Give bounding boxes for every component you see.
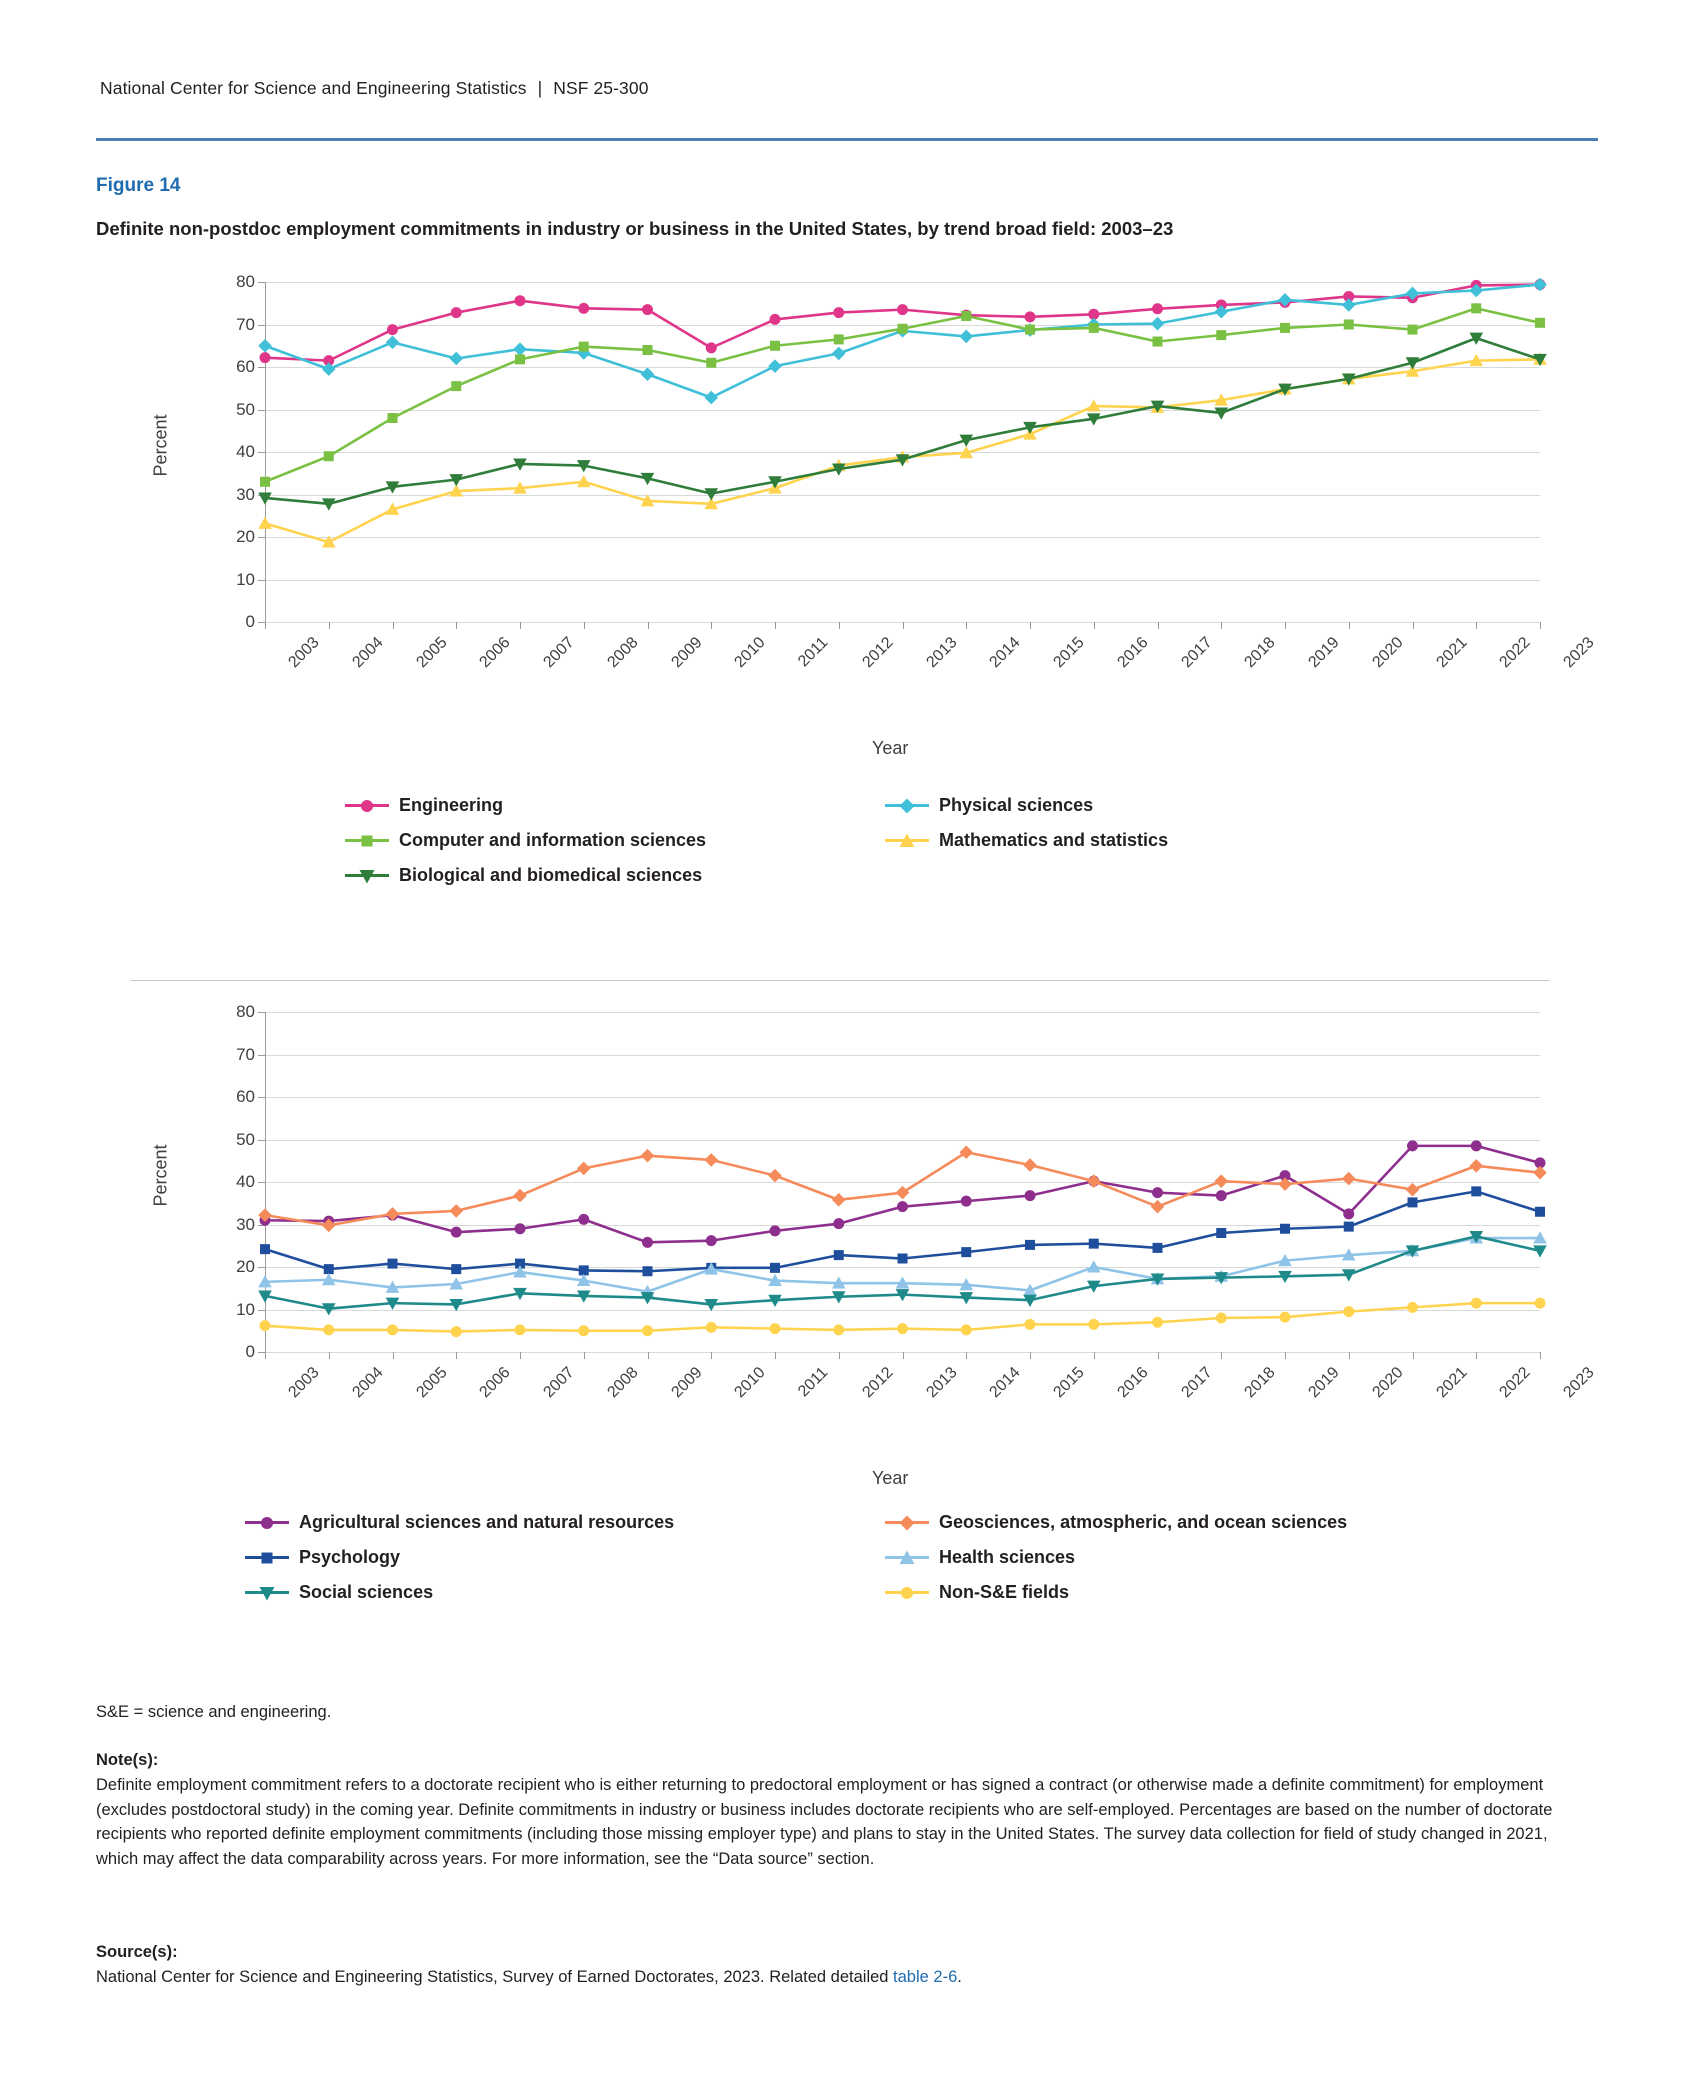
- chart-bottom-y-tick-label: 50: [236, 1129, 255, 1149]
- chart-bottom-data-point: [1087, 1260, 1101, 1272]
- chart-bottom-data-point: [1406, 1183, 1420, 1197]
- chart-bottom-data-point: [770, 1323, 781, 1334]
- chart-top-x-tick-label: 2014: [986, 634, 1024, 672]
- chart-bottom-x-tick-mark: [1030, 1352, 1031, 1359]
- sources-text: [96, 1965, 1586, 1990]
- chart-top-y-tick-label: 40: [236, 442, 255, 461]
- chart-bottom-data-point: [1535, 1207, 1545, 1217]
- chart-bottom-legend-item[interactable]: [885, 1547, 1525, 1568]
- chart-bottom-data-point: [641, 1149, 655, 1163]
- chart-bottom-y-tick-label: 80: [236, 1002, 255, 1021]
- chart-top-x-tick-label: 2006: [476, 634, 514, 672]
- chart-bottom-x-axis-label: Year: [872, 1468, 909, 1488]
- chart-bottom-x-tick-label: 2022: [1496, 1364, 1534, 1402]
- chart-bottom-data-point: [897, 1323, 908, 1334]
- chart-bottom-data-point: [768, 1169, 782, 1183]
- chart-bottom-data-point: [1407, 1140, 1418, 1151]
- chart-bottom-data-point: [706, 1322, 717, 1333]
- chart-bottom-data-point: [515, 1324, 526, 1335]
- chart-bottom-x-tick-label: 2010: [731, 1364, 769, 1402]
- chart-bottom-data-point: [959, 1145, 973, 1159]
- chart-bottom-data-point: [387, 1324, 398, 1335]
- chart-bottom-data-point: [1152, 1317, 1163, 1328]
- chart-bottom-legend-item[interactable]: [245, 1582, 885, 1603]
- sources-text-before: National Center for Science and Engineering Statistics, Survey of Earned Doctorates, 2023. Related detailed: [96, 1967, 894, 1986]
- chart-top-x-tick-label: 2009: [667, 634, 706, 672]
- chart-bottom-x-tick-mark: [393, 1352, 394, 1359]
- chart-bottom-legend-swatch: [245, 1549, 289, 1567]
- chart-top-x-tick-label: 2015: [1050, 634, 1088, 672]
- agency-name: National Center for Science and Engineering Statistics: [100, 78, 527, 98]
- chart-bottom-data-point: [643, 1266, 653, 1276]
- chart-bottom-x-tick-label: 2023: [1560, 1364, 1598, 1402]
- chart-top-y-tick-label: 50: [236, 399, 255, 419]
- chart-bottom-data-point: [323, 1324, 334, 1335]
- chart-top-x-tick-label: 2003: [285, 634, 323, 672]
- chart-bottom-x-tick-label: 2011: [795, 1364, 832, 1401]
- chart-bottom-data-point: [1025, 1319, 1036, 1330]
- chart-bottom-data-point: [388, 1259, 398, 1269]
- sources-label: Source(s):: [96, 1943, 178, 1961]
- chart-bottom-y-tick-label: 0: [245, 1342, 255, 1361]
- chart-top-x-tick-label: 2004: [349, 634, 387, 672]
- chart-bottom-data-point: [833, 1324, 844, 1335]
- notes-label: Note(s):: [96, 1751, 159, 1769]
- chart-top-legend-label: Engineering: [399, 795, 504, 815]
- figure-title: Definite non-postdoc employment commitments in industry or business in the United States, by trend broad field: 2003–23: [96, 218, 1174, 239]
- chart-bottom-x-tick-mark: [1349, 1352, 1350, 1359]
- chart-bottom-x-tick-mark: [584, 1352, 585, 1359]
- header-separator: |: [537, 78, 543, 98]
- chart-bottom-data-point: [1025, 1190, 1036, 1201]
- chart-top-y-tick-label: 0: [245, 612, 255, 631]
- chart-bottom-y-tick-label: 70: [236, 1044, 255, 1064]
- chart-bottom-legend-swatch: [885, 1549, 929, 1567]
- chart-bottom-x-tick-label: 2006: [476, 1364, 514, 1402]
- chart-bottom-top-divider: [130, 980, 1550, 981]
- chart-top-x-tick-label: 2017: [1177, 634, 1216, 672]
- chart-bottom-data-point: [1089, 1239, 1099, 1249]
- chart-bottom-data-point: [1344, 1222, 1354, 1232]
- chart-top-x-tick-label: 2022: [1496, 634, 1534, 672]
- chart-bottom-y-tick-mark: [258, 1310, 265, 1311]
- chart-top-x-tick-label: 2018: [1241, 634, 1279, 672]
- chart-bottom-x-tick-label: 2018: [1241, 1364, 1279, 1402]
- sources-text-after: .: [957, 1967, 962, 1986]
- chart-bottom-x-tick-mark: [456, 1352, 457, 1359]
- chart-bottom-data-point: [1343, 1208, 1354, 1219]
- chart-bottom-x-tick-label: 2009: [667, 1364, 706, 1402]
- chart-bottom-y-axis-label: Percent: [150, 1144, 171, 1207]
- chart-bottom-legend-swatch: [245, 1584, 289, 1602]
- chart-bottom-x-tick-label: 2005: [412, 1364, 451, 1402]
- chart-bottom-legend-label: Psychology: [299, 1547, 401, 1567]
- chart-bottom-data-point: [642, 1237, 653, 1248]
- chart-bottom-x-tick-mark: [329, 1352, 330, 1359]
- chart-bottom-data-point: [260, 1244, 270, 1254]
- chart-bottom-data-point: [706, 1235, 717, 1246]
- chart-bottom-data-point: [1469, 1159, 1483, 1173]
- chart-top-legend-swatch: [885, 832, 929, 850]
- chart-bottom-data-point: [1407, 1302, 1418, 1313]
- chart-top-x-tick-label: 2008: [604, 634, 642, 672]
- chart-top-x-tick-label: 2016: [1114, 634, 1152, 672]
- chart-bottom-series-layer: [265, 1012, 1540, 1352]
- chart-bottom-data-point: [834, 1250, 844, 1260]
- chart-bottom-legend-label: Geosciences, atmospheric, and ocean sciences: [939, 1512, 1348, 1532]
- chart-bottom-data-point: [1471, 1298, 1482, 1309]
- notes-text: Definite employment commitment refers to a doctorate recipient who is either returning to predoctoral employment or has signed a contract (or otherwise made a definite commitment) for employment (excludes postdoctoral study) in the coming year. Definite commitments in industry or business includes doctorate recipients who are self-employed. Percentages are based on the number of doctorate recipients who reported definite employment commitments (including those missing employer type) and plans to stay in the United States. The survey data collection for field of study changed in 2021, which may affect the data comparability across years. For more information, see the “Data source” section.: [96, 1775, 1553, 1868]
- chart-top-x-axis-label: Year: [872, 738, 909, 758]
- chart-bottom-x-tick-label: 2020: [1369, 1364, 1407, 1402]
- chart-top-legend-item[interactable]: [345, 865, 885, 886]
- chart-bottom-data-point: [1153, 1243, 1163, 1253]
- chart-top-x-tick-label: 2012: [859, 634, 897, 672]
- chart-bottom-data-point: [832, 1193, 846, 1207]
- chart-bottom-legend-label: Agricultural sciences and natural resources: [299, 1512, 675, 1532]
- chart-top-y-tick-label: 30: [236, 484, 255, 504]
- chart-top-legend-label: Mathematics and statistics: [939, 830, 1169, 850]
- chart-top-legend-label: Biological and biomedical sciences: [399, 865, 703, 885]
- chart-bottom-data-point: [1214, 1174, 1228, 1188]
- chart-bottom-data-point: [961, 1247, 971, 1257]
- chart-bottom-data-point: [451, 1227, 462, 1238]
- chart-bottom-x-tick-label: 2016: [1114, 1364, 1152, 1402]
- chart-bottom-data-point: [1280, 1312, 1291, 1323]
- chart-bottom-x-tick-mark: [1285, 1352, 1286, 1359]
- chart-bottom-data-point: [515, 1223, 526, 1234]
- chart-bottom-data-point: [451, 1326, 462, 1337]
- chart-bottom-x-tick-mark: [1540, 1352, 1541, 1359]
- chart-bottom-data-point: [578, 1214, 589, 1225]
- chart-bottom-data-point: [578, 1325, 589, 1336]
- chart-bottom-legend-swatch: [885, 1514, 929, 1532]
- chart-top-x-tick-label: 2010: [731, 634, 769, 672]
- chart-bottom-y-tick-label: 10: [236, 1299, 255, 1319]
- chart-bottom-x-tick-label: 2019: [1305, 1364, 1343, 1402]
- chart-bottom-y-tick-mark: [258, 1012, 265, 1013]
- chart-bottom-data-point: [897, 1201, 908, 1212]
- chart-bottom-data-point: [1471, 1186, 1481, 1196]
- chart-bottom-x-tick-mark: [648, 1352, 649, 1359]
- chart-bottom-x-tick-mark: [520, 1352, 521, 1359]
- chart-bottom-plot-area: [236, 1002, 1598, 1402]
- chart-bottom-legend-label: Health sciences: [939, 1547, 1076, 1567]
- chart-top-legend-swatch: [345, 832, 389, 850]
- chart-bottom-x-tick-label: 2017: [1177, 1364, 1216, 1402]
- chart-bottom-x-tick-mark: [711, 1352, 712, 1359]
- chart-bottom-y-tick-label: 40: [236, 1172, 255, 1191]
- chart-bottom-x-tick-label: 2021: [1432, 1364, 1471, 1402]
- chart-top-legend-label: Computer and information sciences: [399, 830, 707, 850]
- chart-bottom-data-point: [1216, 1190, 1227, 1201]
- chart-bottom-data-point: [449, 1204, 463, 1218]
- chart-bottom-data-point: [1087, 1174, 1101, 1188]
- chart-bottom-legend-item[interactable]: [885, 1582, 1525, 1603]
- chart-bottom-y-tick-mark: [258, 1097, 265, 1098]
- chart-bottom-data-point: [1023, 1158, 1037, 1172]
- chart-bottom-data-point: [1152, 1187, 1163, 1198]
- chart-bottom-x-tick-mark: [839, 1352, 840, 1359]
- abbreviation-note: S&E = science and engineering.: [96, 1703, 332, 1721]
- chart-bottom-y-tick-mark: [258, 1182, 265, 1183]
- chart-bottom-data-point: [1216, 1228, 1226, 1238]
- chart-bottom-legend: [245, 1512, 1525, 1603]
- table-2-6-link[interactable]: table 2-6: [893, 1967, 958, 1986]
- chart-bottom-data-point: [642, 1325, 653, 1336]
- chart-bottom-x-tick-label: 2014: [986, 1364, 1024, 1402]
- chart-bottom-x-tick-label: 2013: [922, 1364, 961, 1402]
- chart-bottom-legend-item[interactable]: [245, 1547, 885, 1568]
- chart-bottom-x-tick-label: 2015: [1050, 1364, 1088, 1402]
- chart-bottom-y-tick-label: 30: [236, 1214, 255, 1234]
- report-number: NSF 25-300: [553, 78, 649, 98]
- chart-bottom-legend-swatch: [885, 1584, 929, 1602]
- chart-bottom-data-point: [896, 1186, 910, 1200]
- chart-bottom-x-tick-label: 2012: [859, 1364, 897, 1402]
- chart-bottom-x-tick-mark: [1094, 1352, 1095, 1359]
- chart-top-x-tick-label: 2007: [540, 634, 578, 672]
- chart-bottom-x-tick-mark: [265, 1352, 266, 1359]
- chart-top-x-tick-label: 2011: [795, 634, 832, 671]
- chart-bottom-data-point: [1343, 1306, 1354, 1317]
- chart-bottom-data-point: [1088, 1319, 1099, 1330]
- chart-bottom-data-point: [577, 1162, 591, 1176]
- chart-bottom-data-point: [1533, 1166, 1547, 1180]
- chart-top-x-tick-label: 2023: [1560, 634, 1598, 672]
- chart-bottom-data-point: [1216, 1313, 1227, 1324]
- chart-top-legend-label: Physical sciences: [939, 795, 1094, 815]
- chart-bottom-legend-label: Non-S&E fields: [939, 1582, 1070, 1602]
- chart-bottom-data-point: [1471, 1140, 1482, 1151]
- chart-bottom-data-point: [1535, 1298, 1546, 1309]
- chart-top-y-axis-label: Percent: [150, 414, 171, 477]
- chart-top-x-tick-label: 2020: [1369, 634, 1407, 672]
- chart-bottom-data-point: [961, 1196, 972, 1207]
- chart-top-x-tick-label: 2019: [1305, 634, 1343, 672]
- chart-top-y-tick-label: 70: [236, 314, 255, 334]
- chart-bottom-data-point: [260, 1320, 271, 1331]
- chart-top-x-tick-label: 2021: [1432, 634, 1471, 672]
- chart-bottom-data-point: [451, 1264, 461, 1274]
- chart-bottom-legend-swatch: [245, 1514, 289, 1532]
- notes-block: [96, 1748, 1586, 1872]
- chart-bottom-data-point: [898, 1254, 908, 1264]
- chart-top-y-tick-label: 20: [236, 527, 255, 546]
- chart-bottom-data-point: [1025, 1240, 1035, 1250]
- chart-bottom-y-tick-mark: [258, 1140, 265, 1141]
- chart-bottom-data-point: [770, 1225, 781, 1236]
- chart-bottom-data-point: [704, 1153, 718, 1167]
- chart-bottom-data-point: [1533, 1245, 1547, 1257]
- chart-bottom-legend-item[interactable]: [245, 1512, 885, 1533]
- chart-top-legend: [345, 795, 1425, 886]
- chart-bottom-legend-item[interactable]: [885, 1512, 1525, 1533]
- chart-top-y-tick-label: 60: [236, 357, 255, 376]
- chart-top-legend-item[interactable]: [885, 830, 1425, 851]
- chart-bottom-x-tick-mark: [1221, 1352, 1222, 1359]
- chart-bottom-y-tick-mark: [258, 1267, 265, 1268]
- chart-bottom-data-point: [1342, 1172, 1356, 1186]
- chart-bottom-data-point: [1280, 1224, 1290, 1234]
- chart-bottom-y-tick-mark: [258, 1055, 265, 1056]
- chart-top-y-tick-label: 10: [236, 569, 255, 589]
- chart-bottom-data-point: [513, 1189, 527, 1203]
- chart-top-x-tick-label: 2013: [922, 634, 961, 672]
- chart-bottom-data-point: [770, 1263, 780, 1273]
- chart-bottom-data-point: [1408, 1197, 1418, 1207]
- chart-bottom-x-tick-mark: [1158, 1352, 1159, 1359]
- chart-top-legend-item[interactable]: [345, 830, 885, 851]
- chart-bottom-y-tick-label: 60: [236, 1087, 255, 1106]
- chart-bottom-x-tick-mark: [775, 1352, 776, 1359]
- chart-bottom-x-tick-label: 2003: [285, 1364, 323, 1402]
- chart-bottom-x-tick-mark: [1413, 1352, 1414, 1359]
- chart-top-y-tick-label: 80: [236, 272, 255, 291]
- chart-bottom-data-point: [386, 1207, 400, 1221]
- figure-label: Figure 14: [96, 175, 181, 196]
- chart-bottom-data-point: [961, 1324, 972, 1335]
- chart-bottom-x-tick-label: 2004: [349, 1364, 387, 1402]
- chart-bottom-data-point: [833, 1218, 844, 1229]
- chart-top-x-tick-label: 2005: [412, 634, 451, 672]
- chart-bottom-y-tick-mark: [258, 1352, 265, 1353]
- chart-bottom-x-tick-label: 2008: [604, 1364, 642, 1402]
- chart-bottom-x-tick-mark: [966, 1352, 967, 1359]
- chart-bottom-x-tick-label: 2007: [540, 1364, 578, 1402]
- chart-bottom-data-point: [1151, 1200, 1165, 1214]
- chart-bottom-y-tick-label: 20: [236, 1257, 255, 1276]
- sources-block: [96, 1940, 1586, 1990]
- chart-bottom-x-tick-mark: [1476, 1352, 1477, 1359]
- chart-bottom-data-point: [324, 1264, 334, 1274]
- chart-bottom-legend-label: Social sciences: [299, 1582, 434, 1602]
- chart-top-legend-swatch: [345, 867, 389, 885]
- chart-bottom-x-tick-mark: [903, 1352, 904, 1359]
